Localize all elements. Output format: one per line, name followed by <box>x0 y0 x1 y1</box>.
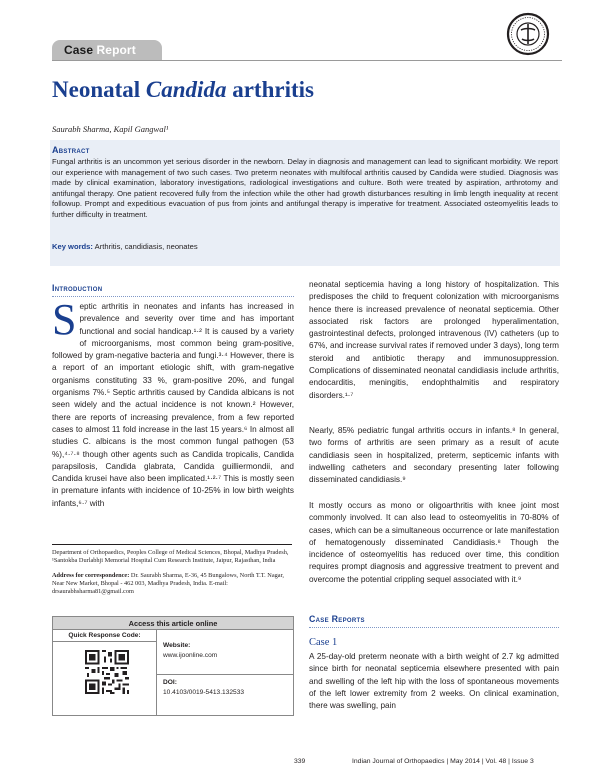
drop-cap: S <box>52 295 77 344</box>
doi-label: DOI: <box>163 679 177 686</box>
qr-cell <box>53 642 157 715</box>
access-heading: Access this article online <box>53 617 293 630</box>
access-article-box <box>52 616 294 716</box>
case1-text: A 25-day-old preterm neonate with a birth weight of 2.7 kg admitted since birth for neonatal septicemia elsewhere presented with pain and swelling of the left hip with the loss of spontaneous movements of the left lower extremity from 2 weeks. On clinical examination, there was swelling, pain <box>309 652 559 711</box>
abstract-text: Fungal arthritis is an uncommon yet serious disorder in the newborn. Delay in diagnosis and management can lead to significant morbidity. We report our experience with management of two such cases. Two preterm neonates with multifocal arthritis caused by Candida were studied. Diagnosis was made by clinical examination, laboratory investigations, radiological investigations and culture. Both were treated by aspiration, arthrotomy and antifungal therapy. One patient recovered fully from the infection while the other had growth disturbances resulting in limb length inequality at recent followup. Prompt and expeditious evacuation of pus from joints and antifungal therapy is imperative for treatment. Associated osteomyelitis leads to further difficulty in treatment. <box>52 157 558 219</box>
keywords-value: Arthritis, candidiasis, neonates <box>94 242 198 251</box>
introduction-heading: Introduction <box>52 283 103 293</box>
correspondence-label: Address for correspondence: <box>52 572 130 579</box>
right-column-para1: neonatal septicemia having a long history of hospitalization. This predisposes the child to frequent colonization with microorganisms hence there is increased prevalence of neonatal septicemia. Other associated risk factors are prolonged hyperalimentation, gastrointestinal defects, prolonged intravenous (IV) catheters (up to 67%, and increase survival rates if removed under 3 days), long term steroid and antibiotic therapy and immunosuppression. Complications of disseminated neonatal candidiasis include arthritis, endocarditis, meningitis, endophthalmitis and respiratory disorders.¹·⁷ <box>309 280 559 400</box>
abstract-heading: Abstract <box>52 145 90 155</box>
doi-link[interactable]: 10.4103/0019-5413.132533 <box>163 689 245 696</box>
correspondence-text: Dr. Saurabh Sharma, E-36, 45 Bungalows, North T.T. Nagar, Near New Market, Bhopal - 462 003, Madhya Pradesh, India. E-mail: drsaurabhsharma81@gmail.com <box>52 572 285 596</box>
introduction-paragraph: eptic arthritis in neonates and infants has increased in prevalence and severity over time and has important functional and social handicap.¹·² It is caused by a variety of microorganisms, most common being gram-positive, followed by gram-negative bacteria and fungi.³·⁴ However, there is a report of an important etiologic shift, with gram-negative organisms constituting 33 %, gram-positive 20%, and fungal organisms 7%.⁵ Septic arthritis caused by Candida albicans is not seen widely and the actual incidence is not known.² However, there are reports of increasing prevalence, from a few reported cases to almost 11 fold increase in the last 15 years.⁶ In almost all studies C. albicans is the most common fungal pathogen (53 %),⁴·⁷·⁸ though other agents such as Candida tropicalis, Candida parapsilosis, Candida glabrata, Candida guilliermondii, and Candida krusei have also been implicated.¹·²·⁷ This is mostly seen in premature infants with incidence of 10-25% in low birth weights infants,⁶·⁷ with <box>52 302 294 508</box>
keywords <box>52 242 198 251</box>
journal-seal-icon <box>506 12 550 56</box>
qr-code-icon[interactable] <box>85 650 129 694</box>
affiliation: Department of Orthopaedics, Peoples College of Medical Sciences, Bhopal, Madhya Pradesh, ¹Santokba Durlabhji Memorial Hospital Cum Research Institute, Jaipur, Rajasthan, India <box>52 549 289 565</box>
introduction-rule <box>52 296 294 297</box>
section-label: Case Report <box>64 43 136 57</box>
right-column-para3: It mostly occurs as mono or oligoarthritis with knee joint most commonly involved. It can also lead to osteomyelitis in 70-80% of cases, which can be a simultaneous occurrence or late manifestation of hematogenously disseminated Candidiasis.⁸ Though the incidence of osteomyelitis has reduced over time, this condition requires prompt diagnosis and aggressive treatment to prevent and overcome the potential crippling sequel associated with it.⁹ <box>309 501 559 584</box>
qr-label: Quick Response Code: <box>53 630 157 642</box>
right-column-para2: Nearly, 85% pediatric fungal arthritis occurs in infants.⁸ In general, two forms of arthritis are seen primary as a result of acute candidiasis seen in hospitalized, preterm, septicemic infants with indwelling catheters and secondary presenting later following disseminated candidiasis.⁹ <box>309 426 559 485</box>
access-divider <box>157 674 294 675</box>
case-reports-heading: Case Reports <box>309 614 365 624</box>
website-link[interactable]: www.ijoonline.com <box>163 652 218 659</box>
author-list: Saurabh Sharma, Kapil Gangwal¹ <box>52 124 169 134</box>
page-number: 339 <box>294 758 306 765</box>
website-label: Website: <box>163 642 191 649</box>
article-title: Neonatal Candida arthritis <box>52 77 314 102</box>
introduction-column <box>52 295 294 510</box>
header-rule <box>52 60 562 61</box>
case1-heading: Case 1 <box>309 637 338 648</box>
case-reports-rule <box>309 627 559 628</box>
correspondence <box>52 572 292 597</box>
keywords-label: Key words: <box>52 242 93 251</box>
footnote-rule <box>52 544 292 545</box>
journal-citation: Indian Journal of Orthopaedics | May 2014 | Vol. 48 | Issue 3 <box>352 758 534 765</box>
